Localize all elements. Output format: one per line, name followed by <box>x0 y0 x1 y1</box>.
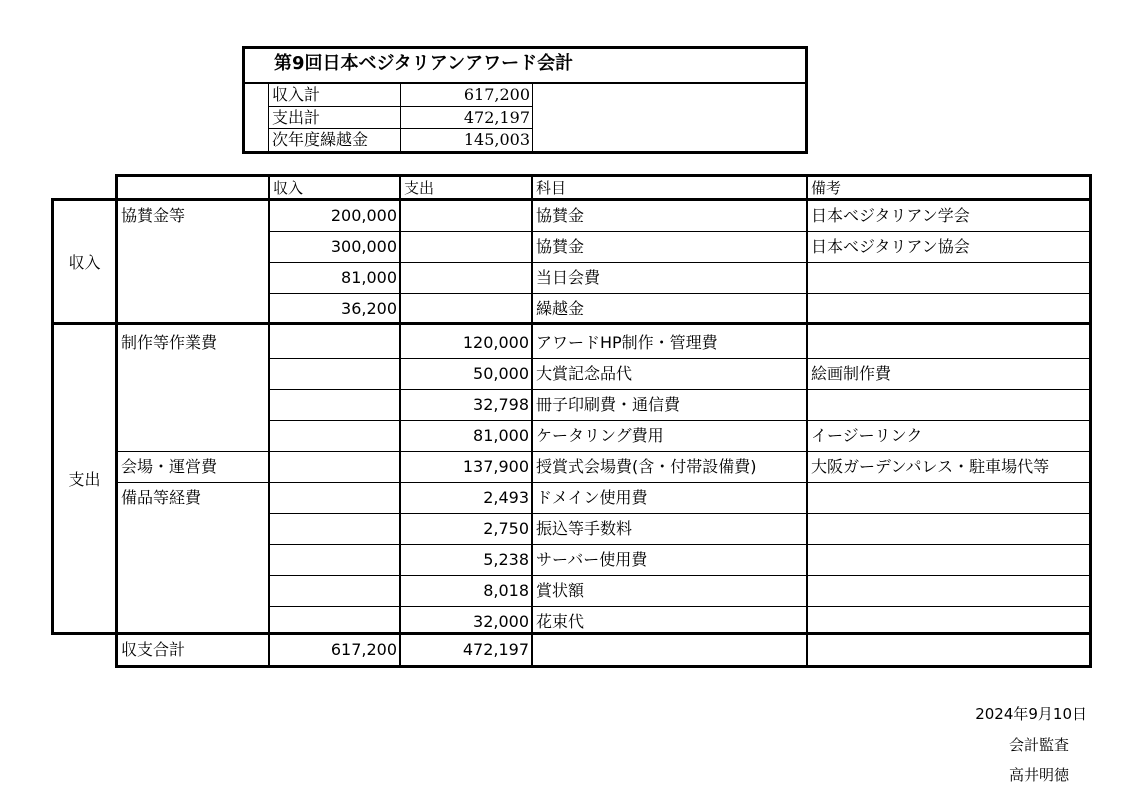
row-note <box>808 328 1089 359</box>
summary-border-bottom <box>242 151 808 154</box>
row-note: イージーリンク <box>811 426 923 445</box>
table-border-right <box>1089 174 1092 668</box>
row-note <box>808 390 1089 421</box>
row-category <box>118 390 268 421</box>
row-expense: 137,900 <box>462 457 529 476</box>
row-income: 36,200 <box>341 299 397 318</box>
row-income <box>270 607 399 638</box>
total-expense: 472,197 <box>462 640 529 659</box>
row-expense: 32,798 <box>473 395 529 414</box>
row-expense <box>401 201 531 232</box>
row-expense <box>401 294 531 325</box>
row-subject: 振込等手数料 <box>536 519 633 538</box>
row-expense: 120,000 <box>462 333 529 352</box>
footer-date: 2024年9月10日 <box>975 705 1087 723</box>
row-income <box>270 452 399 483</box>
row-subject: サーバー使用費 <box>536 550 648 569</box>
row-note <box>808 607 1089 638</box>
footer-name: 高井明徳 <box>1008 766 1069 784</box>
row-income: 300,000 <box>330 237 397 256</box>
row-category <box>118 607 268 638</box>
row-subject: 花束代 <box>536 612 585 631</box>
header-income: 収入 <box>273 179 304 197</box>
row-category <box>118 576 268 607</box>
row-expense: 50,000 <box>473 364 529 383</box>
row-note <box>808 483 1089 514</box>
row-expense: 5,238 <box>483 550 529 569</box>
row-expense <box>401 232 531 263</box>
row-note <box>808 263 1089 294</box>
row-income: 200,000 <box>330 206 397 225</box>
row-note <box>808 576 1089 607</box>
footer-role: 会計監査 <box>1008 736 1069 754</box>
row-expense: 2,750 <box>483 519 529 538</box>
header-expense: 支出 <box>404 179 435 197</box>
total-label: 収支合計 <box>121 640 186 659</box>
summary-expense-label: 支出計 <box>272 108 321 127</box>
row-category <box>118 263 268 294</box>
row-note: 絵画制作費 <box>811 364 892 383</box>
row-note <box>808 545 1089 576</box>
row-subject: ドメイン使用費 <box>536 488 648 507</box>
row-income <box>270 421 399 452</box>
row-category: 協賛金等 <box>121 206 186 225</box>
row-category <box>118 294 268 325</box>
row-expense: 81,000 <box>473 426 529 445</box>
row-note: 大阪ガーデンパレス・駐車場代等 <box>811 457 1050 476</box>
section-income-label: 収入 <box>68 253 101 272</box>
row-category: 備品等経費 <box>121 488 202 507</box>
row-subject: 協賛金 <box>536 237 585 256</box>
row-income: 81,000 <box>341 268 397 287</box>
row-subject: 協賛金 <box>536 206 585 225</box>
header-note: 備考 <box>811 179 842 197</box>
summary-title: 第9回日本ベジタリアンアワード会計 <box>274 53 574 74</box>
row-income <box>270 514 399 545</box>
row-income <box>270 359 399 390</box>
row-subject: 大賞記念品代 <box>536 364 633 383</box>
row-subject: 冊子印刷費・通信費 <box>536 395 681 414</box>
row-category <box>118 232 268 263</box>
row-expense: 32,000 <box>473 612 529 631</box>
total-income: 617,200 <box>330 640 397 659</box>
row-subject: 賞状額 <box>536 581 585 600</box>
row-subject: 授賞式会場費(含・付帯設備費) <box>536 457 757 476</box>
row-subject: アワードHP制作・管理費 <box>536 333 718 352</box>
row-income <box>270 576 399 607</box>
summary-border-right <box>805 46 808 154</box>
row-category <box>118 514 268 545</box>
summary-income-value: 617,200 <box>463 85 530 104</box>
row-expense: 8,018 <box>483 581 529 600</box>
summary-income-label: 収入計 <box>272 85 321 104</box>
row-category <box>118 359 268 390</box>
row-income <box>270 483 399 514</box>
row-subject: ケータリング費用 <box>536 426 664 445</box>
header-subject: 科目 <box>536 179 567 197</box>
row-expense <box>401 263 531 294</box>
row-income <box>270 390 399 421</box>
summary-carryover-value: 145,003 <box>463 130 530 149</box>
row-category: 会場・運営費 <box>121 457 218 476</box>
row-income <box>270 328 399 359</box>
row-income <box>270 545 399 576</box>
row-expense: 2,493 <box>483 488 529 507</box>
row-note <box>808 294 1089 325</box>
row-note: 日本ベジタリアン学会 <box>811 206 970 225</box>
row-category <box>118 545 268 576</box>
row-note <box>808 514 1089 545</box>
row-category <box>118 421 268 452</box>
summary-carryover-label: 次年度繰越金 <box>272 130 369 149</box>
summary-expense-value: 472,197 <box>463 108 530 127</box>
row-subject: 当日会費 <box>536 268 601 287</box>
row-category: 制作等作業費 <box>121 333 218 352</box>
summary-border-left <box>242 46 245 154</box>
row-note: 日本ベジタリアン協会 <box>811 237 970 256</box>
row-subject: 繰越金 <box>536 299 585 318</box>
section-expense-label: 支出 <box>68 470 101 489</box>
